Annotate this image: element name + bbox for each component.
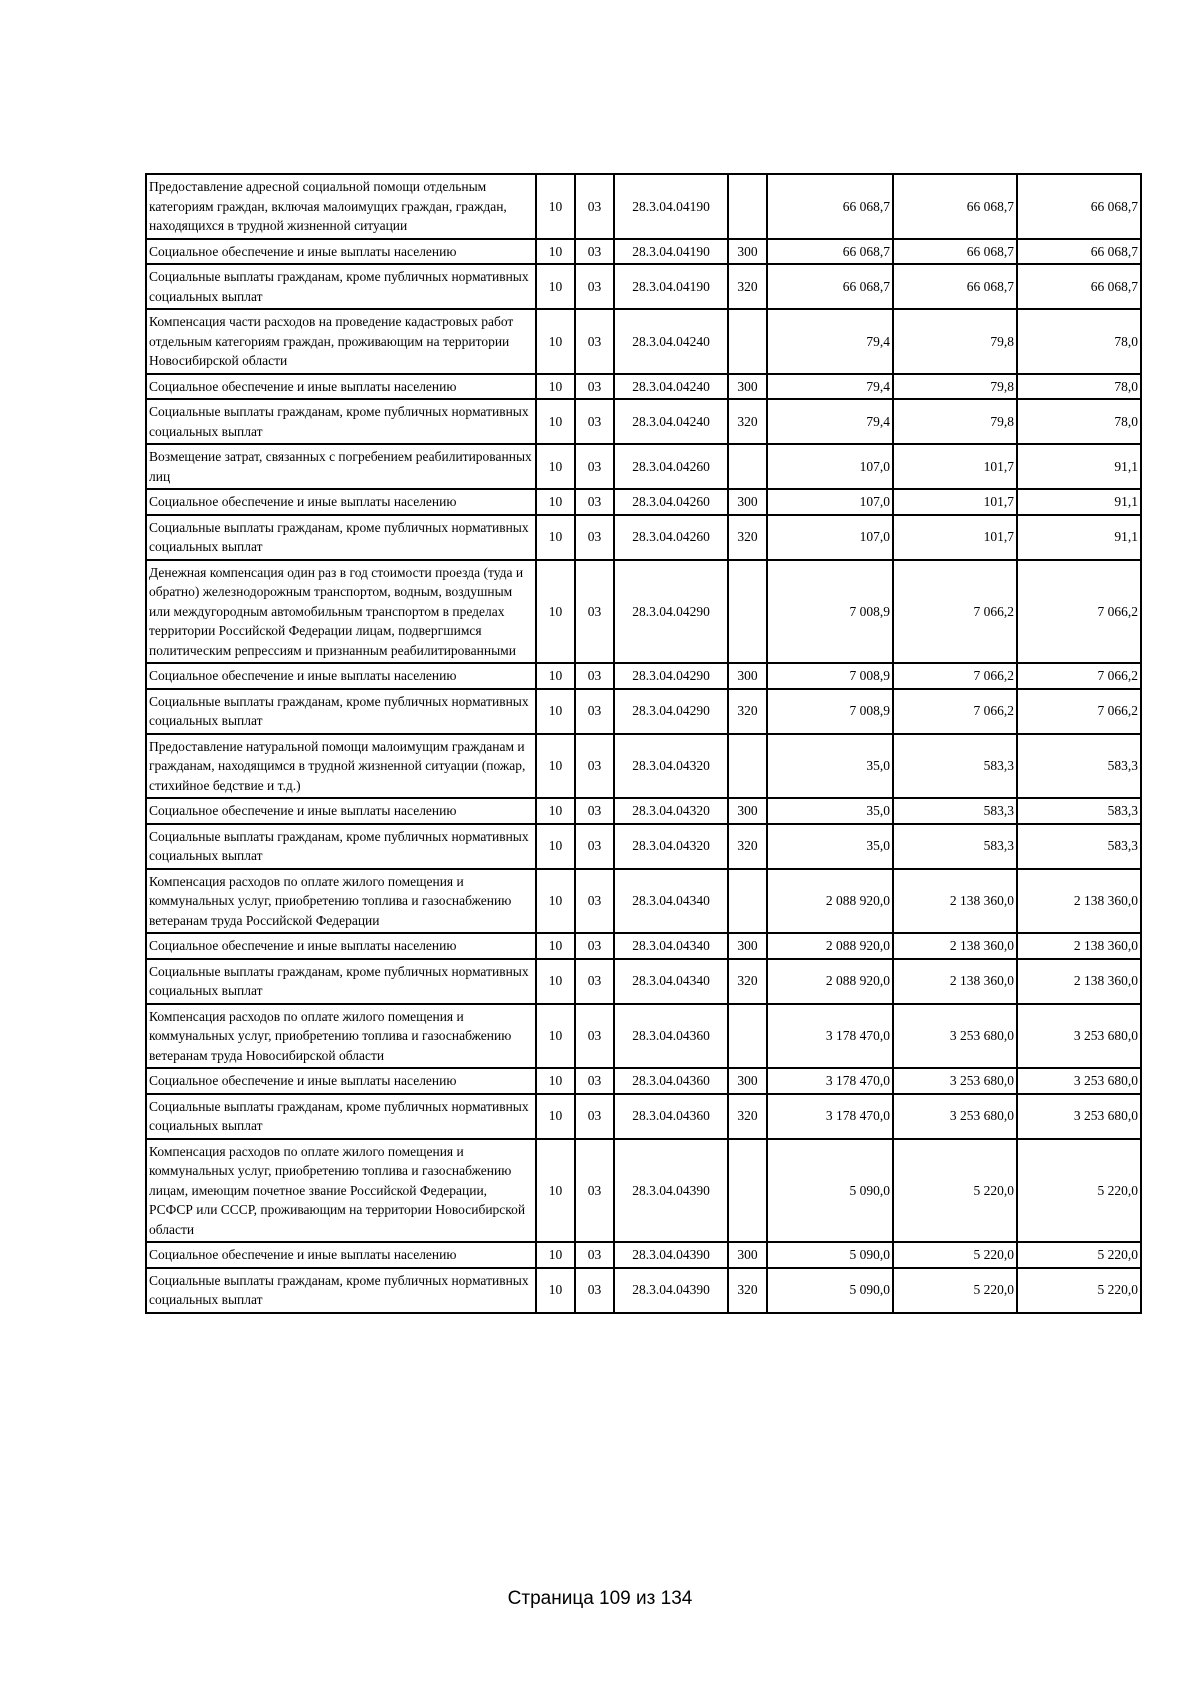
row-name: Социальное обеспечение и иные выплаты населению: [146, 239, 536, 265]
row-name: Социальные выплаты гражданам, кроме публичных нормативных социальных выплат: [146, 515, 536, 560]
amount-year-3: 91,1: [1017, 515, 1141, 560]
row-name: Социальные выплаты гражданам, кроме публичных нормативных социальных выплат: [146, 399, 536, 444]
budget-table-body: [146, 174, 1141, 1313]
amount-year-3: 78,0: [1017, 309, 1141, 374]
amount-year-2: 3 253 680,0: [893, 1068, 1017, 1094]
budget-table: [145, 173, 1142, 1314]
table-row: [146, 264, 1141, 309]
row-name: Предоставление натуральной помощи малоимущим гражданам и гражданам, находящимся в трудной жизненной ситуации (пожар, стихийное бедствие и т.д.): [146, 734, 536, 799]
section-code: 10: [536, 560, 575, 664]
section-code: 10: [536, 933, 575, 959]
amount-year-3: 7 066,2: [1017, 689, 1141, 734]
target-article-code: 28.3.04.04260: [614, 444, 728, 489]
amount-year-1: 66 068,7: [767, 264, 893, 309]
row-name: Социальное обеспечение и иные выплаты населению: [146, 933, 536, 959]
subsection-code: 03: [575, 264, 614, 309]
target-article-code: 28.3.04.04260: [614, 489, 728, 515]
amount-year-3: 66 068,7: [1017, 239, 1141, 265]
target-article-code: 28.3.04.04320: [614, 798, 728, 824]
subsection-code: 03: [575, 1094, 614, 1139]
table-row: [146, 239, 1141, 265]
table-row: [146, 309, 1141, 374]
amount-year-3: 66 068,7: [1017, 174, 1141, 239]
amount-year-1: 35,0: [767, 798, 893, 824]
amount-year-2: 101,7: [893, 515, 1017, 560]
amount-year-2: 583,3: [893, 798, 1017, 824]
amount-year-3: 5 220,0: [1017, 1242, 1141, 1268]
target-article-code: 28.3.04.04390: [614, 1139, 728, 1243]
table-row: [146, 1094, 1141, 1139]
section-code: 10: [536, 959, 575, 1004]
section-code: 10: [536, 489, 575, 515]
expense-type-code: 300: [728, 374, 767, 400]
amount-year-1: 3 178 470,0: [767, 1094, 893, 1139]
target-article-code: 28.3.04.04390: [614, 1242, 728, 1268]
section-code: 10: [536, 1004, 575, 1069]
amount-year-2: 3 253 680,0: [893, 1004, 1017, 1069]
target-article-code: 28.3.04.04190: [614, 239, 728, 265]
amount-year-2: 2 138 360,0: [893, 869, 1017, 934]
expense-type-code: [728, 309, 767, 374]
section-code: 10: [536, 798, 575, 824]
expense-type-code: 300: [728, 489, 767, 515]
table-row: [146, 933, 1141, 959]
amount-year-3: 5 220,0: [1017, 1268, 1141, 1313]
section-code: 10: [536, 1268, 575, 1313]
amount-year-2: 79,8: [893, 309, 1017, 374]
table-row: [146, 824, 1141, 869]
subsection-code: 03: [575, 174, 614, 239]
amount-year-2: 5 220,0: [893, 1139, 1017, 1243]
amount-year-2: 7 066,2: [893, 663, 1017, 689]
amount-year-1: 66 068,7: [767, 174, 893, 239]
amount-year-2: 66 068,7: [893, 239, 1017, 265]
table-row: [146, 399, 1141, 444]
amount-year-1: 107,0: [767, 515, 893, 560]
subsection-code: 03: [575, 560, 614, 664]
row-name: Денежная компенсация один раз в год стоимости проезда (туда и обратно) железнодорожным транспортом, водным, воздушным или междугородным автомобильным транспортом в пределах территории Российской Федерации лицам, подвергшимся политическим репрессиям и признанным реабилитированными: [146, 560, 536, 664]
expense-type-code: [728, 560, 767, 664]
row-name: Социальные выплаты гражданам, кроме публичных нормативных социальных выплат: [146, 959, 536, 1004]
table-row: [146, 1139, 1141, 1243]
amount-year-3: 5 220,0: [1017, 1139, 1141, 1243]
expense-type-code: 300: [728, 798, 767, 824]
expense-type-code: 320: [728, 959, 767, 1004]
amount-year-1: 79,4: [767, 399, 893, 444]
row-name: Компенсация расходов по оплате жилого помещения и коммунальных услуг, приобретению топлива и газоснабжению ветеранам труда Российской Федерации: [146, 869, 536, 934]
amount-year-1: 2 088 920,0: [767, 959, 893, 1004]
amount-year-1: 5 090,0: [767, 1242, 893, 1268]
page-number-footer: Страница 109 из 134: [507, 1588, 693, 1609]
row-name: Социальные выплаты гражданам, кроме публичных нормативных социальных выплат: [146, 264, 536, 309]
section-code: 10: [536, 239, 575, 265]
table-row: [146, 798, 1141, 824]
target-article-code: 28.3.04.04320: [614, 824, 728, 869]
amount-year-2: 3 253 680,0: [893, 1094, 1017, 1139]
amount-year-1: 5 090,0: [767, 1268, 893, 1313]
amount-year-1: 79,4: [767, 309, 893, 374]
amount-year-3: 7 066,2: [1017, 663, 1141, 689]
subsection-code: 03: [575, 489, 614, 515]
table-row: [146, 444, 1141, 489]
row-name: Компенсация расходов по оплате жилого помещения и коммунальных услуг, приобретению топлива и газоснабжению ветеранам труда Новосибирской области: [146, 1004, 536, 1069]
amount-year-1: 66 068,7: [767, 239, 893, 265]
amount-year-3: 3 253 680,0: [1017, 1068, 1141, 1094]
subsection-code: 03: [575, 444, 614, 489]
target-article-code: 28.3.04.04340: [614, 959, 728, 1004]
section-code: 10: [536, 444, 575, 489]
amount-year-2: 2 138 360,0: [893, 959, 1017, 1004]
row-name: Социальные выплаты гражданам, кроме публичных нормативных социальных выплат: [146, 689, 536, 734]
subsection-code: 03: [575, 663, 614, 689]
amount-year-2: 79,8: [893, 399, 1017, 444]
amount-year-3: 7 066,2: [1017, 560, 1141, 664]
amount-year-2: 66 068,7: [893, 174, 1017, 239]
amount-year-2: 5 220,0: [893, 1268, 1017, 1313]
expense-type-code: 320: [728, 399, 767, 444]
amount-year-3: 583,3: [1017, 824, 1141, 869]
amount-year-3: 2 138 360,0: [1017, 869, 1141, 934]
expense-type-code: [728, 444, 767, 489]
expense-type-code: [728, 734, 767, 799]
table-row: [146, 869, 1141, 934]
amount-year-2: 7 066,2: [893, 560, 1017, 664]
row-name: Социальные выплаты гражданам, кроме публичных нормативных социальных выплат: [146, 1094, 536, 1139]
table-row: [146, 374, 1141, 400]
row-name: Социальное обеспечение и иные выплаты населению: [146, 374, 536, 400]
subsection-code: 03: [575, 798, 614, 824]
amount-year-2: 66 068,7: [893, 264, 1017, 309]
row-name: Социальные выплаты гражданам, кроме публичных нормативных социальных выплат: [146, 824, 536, 869]
table-row: [146, 663, 1141, 689]
subsection-code: 03: [575, 239, 614, 265]
subsection-code: 03: [575, 399, 614, 444]
target-article-code: 28.3.04.04340: [614, 933, 728, 959]
amount-year-3: 91,1: [1017, 489, 1141, 515]
subsection-code: 03: [575, 1004, 614, 1069]
subsection-code: 03: [575, 515, 614, 560]
subsection-code: 03: [575, 959, 614, 1004]
expense-type-code: 300: [728, 1242, 767, 1268]
row-name: Социальное обеспечение и иные выплаты населению: [146, 1242, 536, 1268]
subsection-code: 03: [575, 1242, 614, 1268]
target-article-code: 28.3.04.04240: [614, 309, 728, 374]
amount-year-3: 78,0: [1017, 374, 1141, 400]
target-article-code: 28.3.04.04240: [614, 374, 728, 400]
table-row: [146, 515, 1141, 560]
table-row: [146, 1004, 1141, 1069]
row-name: Социальное обеспечение и иные выплаты населению: [146, 489, 536, 515]
amount-year-1: 2 088 920,0: [767, 933, 893, 959]
amount-year-1: 107,0: [767, 444, 893, 489]
section-code: 10: [536, 824, 575, 869]
target-article-code: 28.3.04.04360: [614, 1004, 728, 1069]
row-name: Компенсация расходов по оплате жилого помещения и коммунальных услуг, приобретению топлива и газоснабжению лицам, имеющим почетное звание Российской Федерации, РСФСР или СССР, проживающим на территории Новосибирской области: [146, 1139, 536, 1243]
section-code: 10: [536, 399, 575, 444]
expense-type-code: [728, 869, 767, 934]
expense-type-code: 320: [728, 1094, 767, 1139]
expense-type-code: [728, 174, 767, 239]
section-code: 10: [536, 689, 575, 734]
amount-year-3: 2 138 360,0: [1017, 933, 1141, 959]
target-article-code: 28.3.04.04360: [614, 1094, 728, 1139]
amount-year-3: 91,1: [1017, 444, 1141, 489]
table-row: [146, 1242, 1141, 1268]
table-row: [146, 174, 1141, 239]
expense-type-code: 300: [728, 239, 767, 265]
amount-year-2: 2 138 360,0: [893, 933, 1017, 959]
amount-year-1: 3 178 470,0: [767, 1068, 893, 1094]
amount-year-2: 583,3: [893, 734, 1017, 799]
section-code: 10: [536, 264, 575, 309]
table-row: [146, 1268, 1141, 1313]
target-article-code: 28.3.04.04190: [614, 174, 728, 239]
amount-year-1: 79,4: [767, 374, 893, 400]
expense-type-code: [728, 1004, 767, 1069]
amount-year-1: 35,0: [767, 734, 893, 799]
expense-type-code: 320: [728, 689, 767, 734]
amount-year-1: 7 008,9: [767, 663, 893, 689]
amount-year-3: 66 068,7: [1017, 264, 1141, 309]
target-article-code: 28.3.04.04390: [614, 1268, 728, 1313]
target-article-code: 28.3.04.04290: [614, 560, 728, 664]
section-code: 10: [536, 869, 575, 934]
subsection-code: 03: [575, 1068, 614, 1094]
subsection-code: 03: [575, 933, 614, 959]
section-code: 10: [536, 515, 575, 560]
expense-type-code: 300: [728, 1068, 767, 1094]
row-name: Возмещение затрат, связанных с погребением реабилитированных лиц: [146, 444, 536, 489]
amount-year-3: 583,3: [1017, 734, 1141, 799]
row-name: Социальное обеспечение и иные выплаты населению: [146, 663, 536, 689]
expense-type-code: 300: [728, 663, 767, 689]
table-row: [146, 959, 1141, 1004]
target-article-code: 28.3.04.04260: [614, 515, 728, 560]
expense-type-code: [728, 1139, 767, 1243]
target-article-code: 28.3.04.04290: [614, 689, 728, 734]
amount-year-3: 2 138 360,0: [1017, 959, 1141, 1004]
table-row: [146, 560, 1141, 664]
section-code: 10: [536, 1242, 575, 1268]
target-article-code: 28.3.04.04190: [614, 264, 728, 309]
amount-year-1: 7 008,9: [767, 689, 893, 734]
subsection-code: 03: [575, 1139, 614, 1243]
amount-year-3: 3 253 680,0: [1017, 1004, 1141, 1069]
amount-year-1: 7 008,9: [767, 560, 893, 664]
expense-type-code: 320: [728, 264, 767, 309]
subsection-code: 03: [575, 374, 614, 400]
target-article-code: 28.3.04.04340: [614, 869, 728, 934]
row-name: Социальное обеспечение и иные выплаты населению: [146, 798, 536, 824]
expense-type-code: 300: [728, 933, 767, 959]
row-name: Социальные выплаты гражданам, кроме публичных нормативных социальных выплат: [146, 1268, 536, 1313]
section-code: 10: [536, 663, 575, 689]
amount-year-2: 7 066,2: [893, 689, 1017, 734]
amount-year-2: 101,7: [893, 444, 1017, 489]
amount-year-2: 5 220,0: [893, 1242, 1017, 1268]
amount-year-1: 5 090,0: [767, 1139, 893, 1243]
row-name: Предоставление адресной социальной помощи отдельным категориям граждан, включая малоимущих граждан, граждан, находящихся в трудной жизненной ситуации: [146, 174, 536, 239]
amount-year-2: 101,7: [893, 489, 1017, 515]
section-code: 10: [536, 734, 575, 799]
table-row: [146, 489, 1141, 515]
amount-year-1: 3 178 470,0: [767, 1004, 893, 1069]
section-code: 10: [536, 374, 575, 400]
amount-year-2: 79,8: [893, 374, 1017, 400]
expense-type-code: 320: [728, 1268, 767, 1313]
subsection-code: 03: [575, 1268, 614, 1313]
amount-year-3: 3 253 680,0: [1017, 1094, 1141, 1139]
amount-year-3: 78,0: [1017, 399, 1141, 444]
row-name: Компенсация части расходов на проведение кадастровых работ отдельным категориям граждан, проживающим на территории Новосибирской области: [146, 309, 536, 374]
subsection-code: 03: [575, 824, 614, 869]
target-article-code: 28.3.04.04240: [614, 399, 728, 444]
row-name: Социальное обеспечение и иные выплаты населению: [146, 1068, 536, 1094]
amount-year-1: 35,0: [767, 824, 893, 869]
section-code: 10: [536, 1139, 575, 1243]
amount-year-3: 583,3: [1017, 798, 1141, 824]
section-code: 10: [536, 1068, 575, 1094]
subsection-code: 03: [575, 689, 614, 734]
section-code: 10: [536, 174, 575, 239]
target-article-code: 28.3.04.04290: [614, 663, 728, 689]
table-row: [146, 734, 1141, 799]
amount-year-1: 107,0: [767, 489, 893, 515]
subsection-code: 03: [575, 734, 614, 799]
section-code: 10: [536, 309, 575, 374]
subsection-code: 03: [575, 869, 614, 934]
section-code: 10: [536, 1094, 575, 1139]
amount-year-2: 583,3: [893, 824, 1017, 869]
expense-type-code: 320: [728, 824, 767, 869]
amount-year-1: 2 088 920,0: [767, 869, 893, 934]
table-row: [146, 689, 1141, 734]
target-article-code: 28.3.04.04320: [614, 734, 728, 799]
subsection-code: 03: [575, 309, 614, 374]
target-article-code: 28.3.04.04360: [614, 1068, 728, 1094]
expense-type-code: 320: [728, 515, 767, 560]
table-row: [146, 1068, 1141, 1094]
